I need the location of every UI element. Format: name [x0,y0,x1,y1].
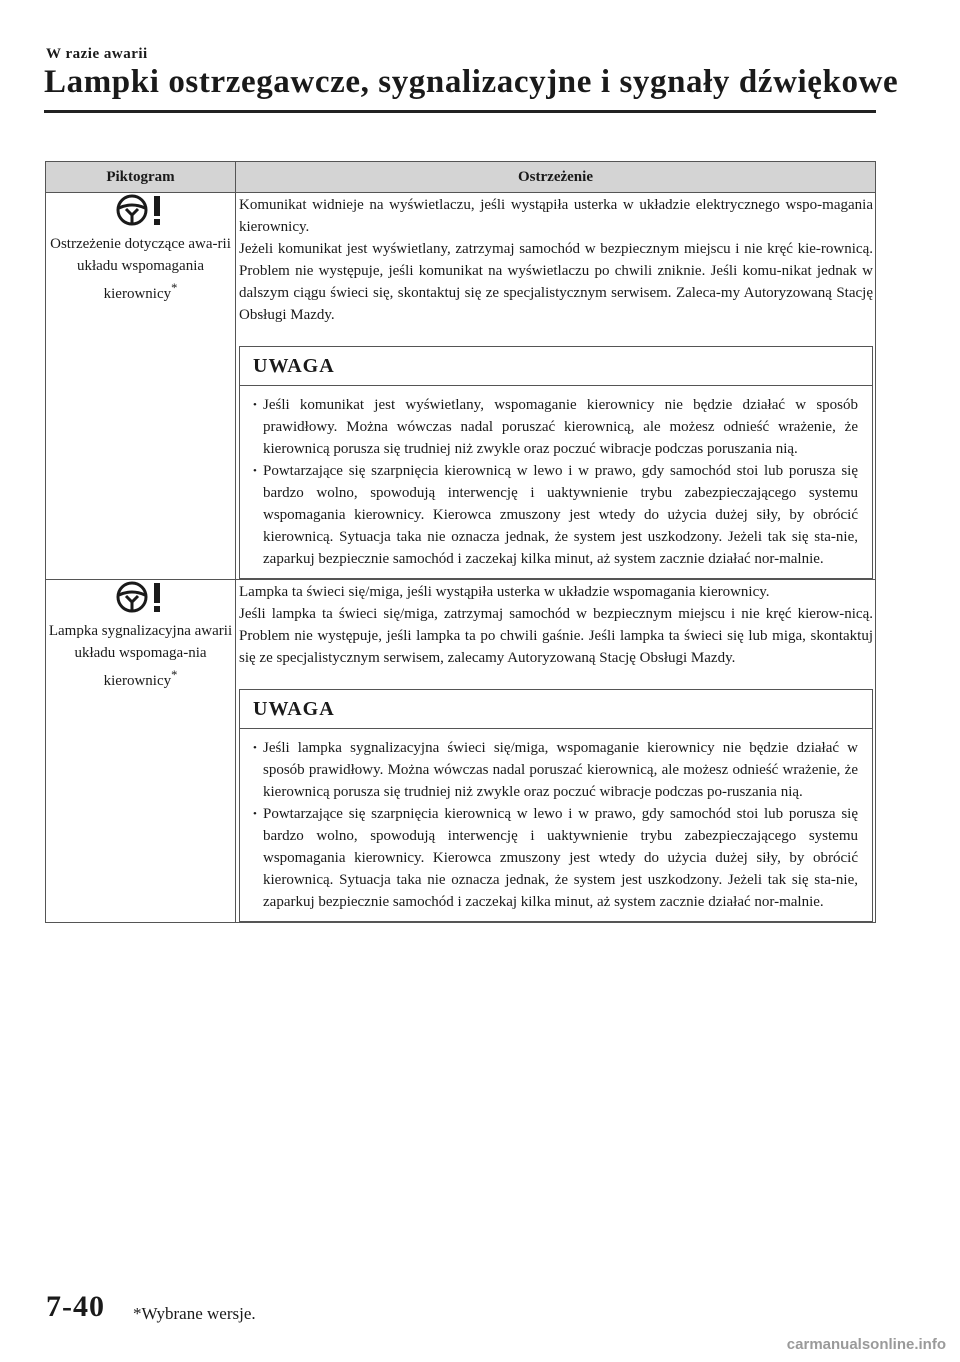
notice-item: • Powtarzające się szarpnięcia kierownicą w lewo i w prawo, gdy samochód stoi lub porusza się bardzo wolno, spowodują interwencję i uaktywnienie trybu zabezpieczającego systemu wspomagania kierownicy. Kierowca zmuszony jest wtedy do użycia dużej siły, by obrócić kierownicą. Sytuacja taka nie oznacza jednak, że system jest uszkodzony. Jeżeli tak się sta-nie, zaparkuj bezpiecznie samochód i zaczekaj kilka minut, aż system zacznie działać nor-malnie. [253,803,858,913]
notice-body [240,386,872,578]
header-warning: Ostrzeżenie [236,162,876,193]
notice-box [239,346,873,579]
caption-footnote-mark: * [171,281,178,295]
notice-title: UWAGA [240,690,872,729]
content-paragraph: Jeśli lampka ta świeci się/miga, zatrzymaj samochód w bezpiecznym miejscu i nie kręć kierow-nicą. Problem nie występuje, jeśli lampka ta po chwili gaśnie. Jeśli lampka ta świeci się lub miga, skontaktuj się ze specjalistycznym serwisem, zalecamy Autoryzowaną Stację Obsługi Mazdy. [239,606,873,666]
warning-table [45,161,876,923]
notice-list [253,394,858,570]
notice-title: UWAGA [240,347,872,386]
notice-item: • Jeśli komunikat jest wyświetlany, wspomaganie kierownicy nie będzie działać w sposób prawidłowy. Można wówczas nadal poruszać kierownicą, ale możesz odnieść wrażenie, że kierownicą porusza się trudniej niż zwykle oraz poczuć wibracje podczas poruszania nią. [253,394,858,460]
steering-wheel-warning-icon [114,193,168,227]
page-number: 7-40 [46,1290,105,1323]
section-label: W razie awarii [46,46,148,62]
warning-content-cell [236,580,876,923]
page-title: Lampki ostrzegawcze, sygnalizacyjne i sygnały dźwiękowe [44,64,899,100]
content-text [236,193,875,334]
steering-wheel-warning-icon [114,580,168,614]
content-paragraph: Komunikat widnieje na wyświetlaczu, jeśli wystąpiła usterka w układzie elektrycznego wspo-magania kierownicy. [239,197,873,235]
content-text [236,580,875,677]
warning-content-cell [236,193,876,580]
pictogram-caption [46,620,235,692]
title-divider [44,110,876,113]
content-paragraph: Jeżeli komunikat jest wyświetlany, zatrzymaj samochód w bezpiecznym miejscu i nie kręć kie-rownicą. Problem nie występuje, jeśli komunikat na wyświetlaczu po chwili zniknie. Jeśli komu-nikat jednak w dalszym ciągu świeci się, skontaktuj się ze specjalistycznym serwisem. Zaleca-my Autoryzowaną Stację Obsługi Mazdy. [239,241,873,323]
notice-body [240,729,872,921]
pictogram-caption [46,233,235,305]
table-row [46,580,876,923]
footnote: *Wybrane wersje. [133,1304,256,1323]
caption-text: Ostrzeżenie dotyczące awa-rii układu wspomagania kierownicy [50,236,231,302]
table-row [46,193,876,580]
notice-box [239,689,873,922]
caption-footnote-mark: * [171,668,178,682]
pictogram-cell [46,580,236,923]
notice-item: • Powtarzające się szarpnięcia kierownicą w lewo i w prawo, gdy samochód stoi lub porusza się bardzo wolno, spowodują interwencję i uaktywnienie trybu zabezpieczającego systemu wspomagania kierownicy. Kierowca zmuszony jest wtedy do użycia dużej siły, by obrócić kierownicą. Sytuacja taka nie oznacza jednak, że system jest uszkodzony. Jeżeli tak się sta-nie, zaparkuj bezpiecznie samochód i zaczekaj kilka minut, aż system zacznie działać nor-malnie. [253,460,858,570]
watermark: carmanualsonline.info [786,1336,946,1353]
caption-text: Lampka sygnalizacyjna awarii układu wspomaga-nia kierownicy [48,623,233,689]
notice-item: • Jeśli lampka sygnalizacyjna świeci się/miga, wspomaganie kierownicy nie będzie działać w sposób prawidłowy. Można wówczas nadal poruszać kierownicą, ale możesz odnieść wrażenie, że kierownicą porusza się trudniej niż zwykle oraz poczuć wibracje podczas po-ruszania nią. [253,737,858,803]
notice-list [253,737,858,913]
pictogram-cell [46,193,236,580]
content-paragraph: Lampka ta świeci się/miga, jeśli wystąpiła usterka w układzie wspomagania kierownicy. [239,584,770,600]
header-pictogram: Piktogram [46,162,236,193]
table-header-row [46,162,876,193]
